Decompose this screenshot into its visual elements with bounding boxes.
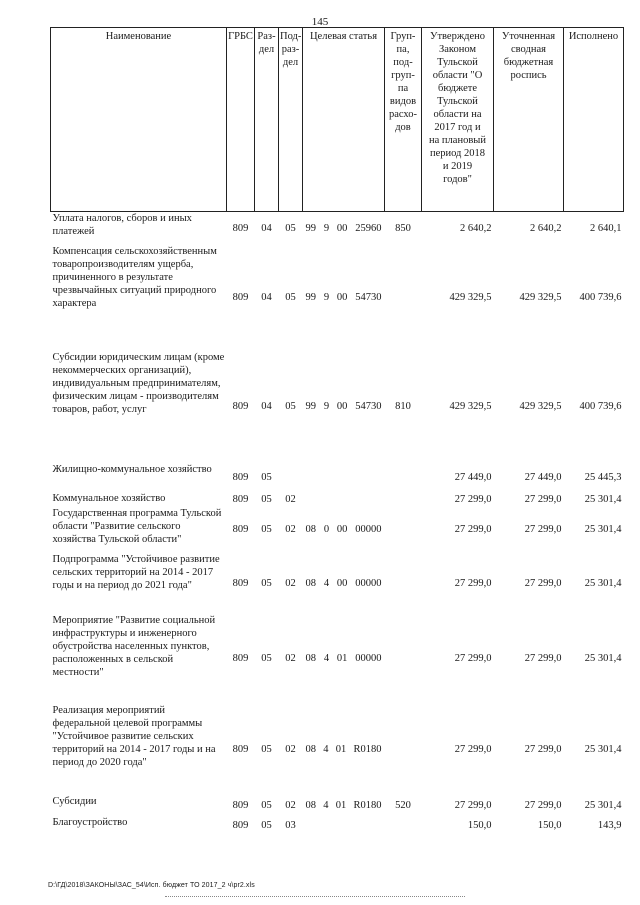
row-approved: 2 640,2 bbox=[460, 222, 492, 234]
target-code-part: 4 bbox=[323, 799, 329, 811]
row-razdel: 05 bbox=[261, 471, 272, 483]
target-code bbox=[305, 743, 383, 756]
row-name: Уплата налогов, сборов и иных платежей bbox=[52, 213, 192, 237]
row-approved: 150,0 bbox=[467, 820, 492, 831]
row-name: Мероприятие "Развитие социальной инфраструктуры и инженерного обустройства населенных пунктов, расположенных в сельской местности" bbox=[52, 614, 216, 678]
row-grbs: 809 bbox=[232, 820, 249, 831]
row-refined: 27 299,0 bbox=[524, 799, 562, 811]
header-podrazdel: Под- раз- дел bbox=[279, 28, 303, 212]
row-name: Государственная программа Тульской области "Развитие сельского хозяйства Тульской области" bbox=[52, 507, 222, 545]
row-executed: 25 301,4 bbox=[584, 493, 622, 505]
row-target bbox=[303, 245, 385, 351]
target-code bbox=[305, 291, 383, 304]
row-razdel: 05 bbox=[261, 743, 272, 755]
row-executed: 25 301,4 bbox=[584, 577, 622, 589]
row-approved: 27 299,0 bbox=[454, 653, 492, 664]
row-grbs: 809 bbox=[232, 653, 249, 664]
row-grbs: 809 bbox=[232, 222, 249, 234]
row-refined: 429 329,5 bbox=[519, 401, 562, 412]
row-executed: 25 301,4 bbox=[584, 743, 622, 755]
row-group: 520 bbox=[395, 799, 411, 811]
row-executed: 25 445,3 bbox=[584, 471, 622, 483]
row-name: Подпрограмма "Устойчивое развитие сельских территорий на 2014 - 2017 годы и на период до 2021 года" bbox=[52, 553, 220, 591]
row-executed: 25 301,4 bbox=[584, 799, 622, 811]
table-row bbox=[51, 492, 624, 507]
target-code-part: 08 bbox=[305, 743, 316, 755]
row-razdel: 05 bbox=[261, 653, 272, 664]
target-code-part: 01 bbox=[336, 653, 348, 664]
target-code-part: 00000 bbox=[355, 524, 382, 535]
row-grbs: 809 bbox=[232, 471, 249, 483]
table-row bbox=[51, 795, 624, 816]
table-row bbox=[51, 553, 624, 614]
header-name: Наименование bbox=[51, 28, 227, 212]
row-razdel: 05 bbox=[261, 577, 272, 589]
row-refined: 2 640,2 bbox=[530, 222, 562, 234]
target-code-part: 00 bbox=[336, 577, 348, 589]
target-code-part: 99 bbox=[305, 222, 316, 234]
row-podrazdel bbox=[279, 463, 303, 492]
row-refined: 27 299,0 bbox=[524, 743, 562, 755]
row-target bbox=[303, 212, 385, 245]
row-razdel: 05 bbox=[261, 493, 272, 505]
row-approved: 27 299,0 bbox=[454, 493, 492, 505]
row-podrazdel: 02 bbox=[285, 577, 296, 589]
target-code bbox=[305, 400, 383, 413]
row-refined: 27 299,0 bbox=[524, 577, 562, 589]
budget-table bbox=[50, 27, 624, 836]
table-row bbox=[51, 507, 624, 553]
row-podrazdel: 03 bbox=[285, 820, 296, 831]
row-target bbox=[303, 492, 385, 507]
row-razdel: 04 bbox=[261, 292, 272, 303]
target-code-part: 99 bbox=[305, 292, 316, 303]
row-group bbox=[385, 553, 422, 614]
row-refined: 27 299,0 bbox=[524, 653, 562, 664]
row-approved: 27 449,0 bbox=[454, 471, 492, 483]
row-refined: 27 299,0 bbox=[524, 524, 562, 535]
table-row bbox=[51, 614, 624, 704]
row-podrazdel: 05 bbox=[285, 292, 296, 303]
header-refined: Уточненная сводная бюджетная роспись bbox=[494, 28, 564, 212]
target-code-part: 99 bbox=[305, 401, 316, 412]
row-executed: 143,9 bbox=[597, 820, 622, 831]
target-code-part: 08 bbox=[305, 799, 316, 811]
row-group bbox=[385, 816, 422, 836]
row-target bbox=[303, 795, 385, 816]
row-target bbox=[303, 553, 385, 614]
target-code-part: 00000 bbox=[355, 577, 382, 589]
row-group bbox=[385, 704, 422, 795]
target-code bbox=[305, 799, 383, 812]
header-group: Груп- па, под- груп- па видов расхо- дов bbox=[385, 28, 422, 212]
row-target bbox=[303, 463, 385, 492]
row-podrazdel: 05 bbox=[285, 401, 296, 412]
target-code-part: 54730 bbox=[355, 292, 382, 303]
target-code bbox=[305, 652, 383, 665]
page-number: 145 bbox=[311, 16, 329, 28]
row-podrazdel: 02 bbox=[285, 524, 296, 535]
table-row bbox=[51, 351, 624, 463]
row-podrazdel: 02 bbox=[285, 743, 296, 755]
row-name: Жилищно-коммунальное хозяйство bbox=[52, 463, 212, 475]
table-row bbox=[51, 704, 624, 795]
row-name: Субсидии bbox=[52, 795, 97, 807]
row-group bbox=[385, 507, 422, 553]
target-code-part: R0180 bbox=[353, 799, 382, 811]
row-refined: 27 449,0 bbox=[524, 471, 562, 483]
target-code bbox=[305, 577, 383, 590]
row-executed: 400 739,6 bbox=[579, 292, 622, 303]
row-name: Компенсация сельскохозяйственным товаропроизводителям ущерба, причиненного в результате чрезвычайных ситуаций природного характера bbox=[52, 245, 217, 309]
row-target bbox=[303, 614, 385, 704]
row-executed: 400 739,6 bbox=[579, 401, 622, 412]
row-group bbox=[385, 614, 422, 704]
target-code-part: 01 bbox=[335, 799, 347, 811]
target-code-part: 00 bbox=[336, 222, 348, 234]
row-target bbox=[303, 816, 385, 836]
target-code-part: 00 bbox=[336, 401, 348, 412]
row-approved: 27 299,0 bbox=[454, 799, 492, 811]
target-code-part: 08 bbox=[305, 577, 316, 589]
row-executed: 25 301,4 bbox=[584, 524, 622, 535]
row-executed: 2 640,1 bbox=[590, 222, 622, 234]
row-group bbox=[385, 245, 422, 351]
row-grbs: 809 bbox=[232, 524, 249, 535]
row-grbs: 809 bbox=[232, 799, 249, 811]
row-name: Субсидии юридическим лицам (кроме некоммерческих организаций), индивидуальным предпринимателям, физическим лицам - производителям товаров, работ, услуг bbox=[52, 351, 225, 415]
row-refined: 429 329,5 bbox=[519, 292, 562, 303]
target-code-part: 00 bbox=[336, 524, 348, 535]
target-code-part: 01 bbox=[335, 743, 347, 755]
target-code-part: 9 bbox=[323, 292, 330, 303]
target-code-part: 08 bbox=[305, 653, 316, 664]
row-approved: 429 329,5 bbox=[449, 292, 492, 303]
target-code-part: R0180 bbox=[353, 743, 382, 755]
row-executed: 25 301,4 bbox=[584, 653, 622, 664]
target-code-part: 0 bbox=[323, 524, 330, 535]
row-group: 850 bbox=[395, 222, 411, 234]
row-grbs: 809 bbox=[232, 401, 249, 412]
target-code bbox=[305, 523, 383, 536]
target-code-part: 4 bbox=[323, 743, 329, 755]
row-refined: 150,0 bbox=[537, 820, 562, 831]
row-approved: 27 299,0 bbox=[454, 577, 492, 589]
target-code-part: 00000 bbox=[355, 653, 382, 664]
row-grbs: 809 bbox=[232, 292, 249, 303]
header-grbs: ГРБС bbox=[227, 28, 255, 212]
header-row bbox=[51, 28, 624, 212]
row-name: Реализация мероприятий федеральной целевой программы "Устойчивое развитие сельских территорий на 2014 - 2017 годы и на период до 2020 года" bbox=[52, 704, 216, 768]
table-row bbox=[51, 245, 624, 351]
row-podrazdel: 02 bbox=[285, 493, 296, 505]
row-grbs: 809 bbox=[232, 577, 249, 589]
header-razdel: Раз- дел bbox=[255, 28, 279, 212]
header-target: Целевая статья bbox=[303, 28, 385, 212]
file-path-footer: D:\ГД\2018\ЗАКОНЫ\ЗАС_54\Исп. бюджет ТО 2017_2 ч\pr2.xls bbox=[48, 882, 255, 889]
header-executed: Исполнено bbox=[564, 28, 624, 212]
row-razdel: 05 bbox=[261, 799, 272, 811]
row-approved: 27 299,0 bbox=[454, 743, 492, 755]
row-razdel: 05 bbox=[261, 820, 272, 831]
table-row bbox=[51, 212, 624, 245]
row-group bbox=[385, 463, 422, 492]
row-podrazdel: 02 bbox=[285, 653, 296, 664]
row-razdel: 05 bbox=[261, 524, 272, 535]
target-code-part: 00 bbox=[336, 292, 348, 303]
row-podrazdel: 05 bbox=[285, 222, 296, 234]
row-razdel: 04 bbox=[261, 222, 272, 234]
table-row bbox=[51, 816, 624, 836]
row-target bbox=[303, 351, 385, 463]
row-razdel: 04 bbox=[261, 401, 272, 412]
row-podrazdel: 02 bbox=[285, 799, 296, 811]
row-name: Коммунальное хозяйство bbox=[52, 492, 166, 504]
table-row bbox=[51, 463, 624, 492]
target-code bbox=[305, 222, 383, 235]
row-refined: 27 299,0 bbox=[524, 493, 562, 505]
footer-divider bbox=[165, 896, 465, 897]
target-code-part: 9 bbox=[323, 222, 330, 234]
target-code-part: 4 bbox=[323, 653, 330, 664]
row-group: 810 bbox=[395, 401, 411, 412]
target-code-part: 25960 bbox=[355, 222, 382, 234]
target-code-part: 9 bbox=[323, 401, 330, 412]
target-code-part: 08 bbox=[305, 524, 316, 535]
row-grbs: 809 bbox=[232, 493, 249, 505]
row-target bbox=[303, 507, 385, 553]
target-code-part: 54730 bbox=[355, 401, 382, 412]
row-approved: 27 299,0 bbox=[454, 524, 492, 535]
row-group bbox=[385, 492, 422, 507]
row-approved: 429 329,5 bbox=[449, 401, 492, 412]
row-name: Благоустройство bbox=[52, 816, 128, 828]
target-code-part: 4 bbox=[323, 577, 330, 589]
header-approved: Утверждено Законом Тульской области "О бюджете Тульской области на 2017 год и на плановый период 2018 и 2019 годов" bbox=[422, 28, 494, 212]
row-grbs: 809 bbox=[232, 743, 249, 755]
row-target bbox=[303, 704, 385, 795]
